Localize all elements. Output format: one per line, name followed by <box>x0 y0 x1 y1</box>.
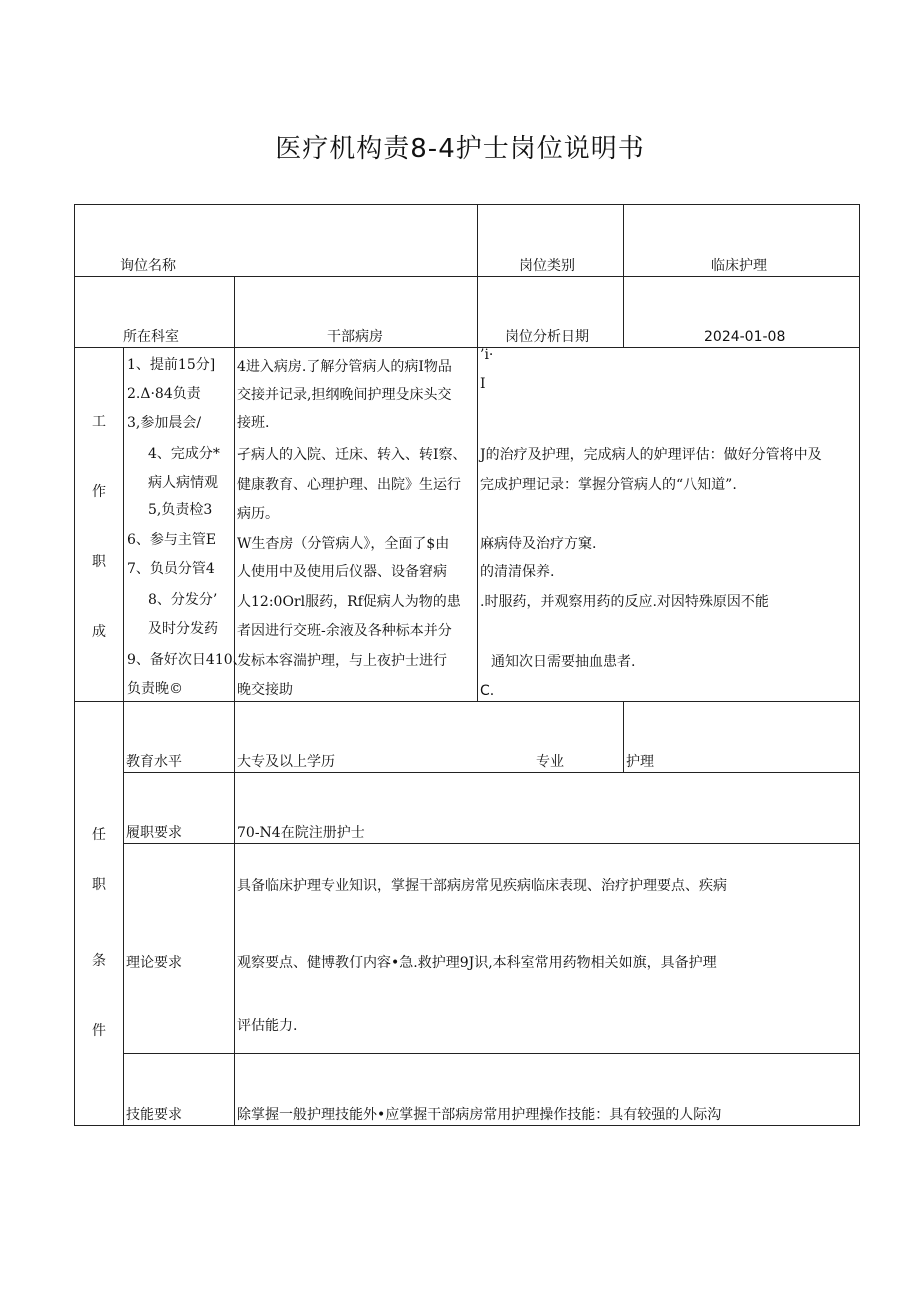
duty-continuation: .时服药，并观察用药的反应.对因特殊原因不能 <box>480 594 769 610</box>
row-divider <box>74 347 860 348</box>
position-name-label: 询位名称 <box>120 258 176 274</box>
col-divider <box>477 204 478 701</box>
duty-item: 7、负员分管4 <box>127 561 215 577</box>
department-value: 干部病房 <box>327 329 383 345</box>
theory-label: 理论要求 <box>126 955 182 971</box>
duty-item: 病人病情观 <box>148 475 218 491</box>
qualifications-side-label: 职 <box>92 877 106 893</box>
duty-item: 1、提前15分] <box>127 357 216 373</box>
duties-side-label: 成 <box>92 624 106 640</box>
duties-side-label: 工 <box>92 414 106 430</box>
duty-continuation: 完成护理记录：掌握分管病人的“八知道”. <box>480 477 737 493</box>
duties-side-label: 职 <box>92 554 106 570</box>
skill-label: 技能要求 <box>126 1107 182 1123</box>
education-value: 大专及以上学历 <box>237 754 335 770</box>
duty-continuation: I <box>480 376 486 392</box>
duty-detail: 孑病人的入院、迁床、转入、转Ⅰ察、 <box>237 447 467 463</box>
duty-detail: 发标本容湍护理，与上夜护士进行 <box>237 653 447 669</box>
analysis-date-label: 岗位分析日期 <box>505 329 589 345</box>
duty-item: 9、备好次日410、 <box>127 652 247 668</box>
duty-continuation: J的治疗及护理，完成病人的妒理评估：做好分管将中及 <box>480 447 822 463</box>
duty-detail: 晚交接助 <box>237 682 293 698</box>
duty-detail: 接班. <box>237 415 270 431</box>
department-label: 所在科室 <box>123 329 179 345</box>
row-divider <box>74 276 860 277</box>
license-label: 履职要求 <box>126 825 182 841</box>
position-category-label: 岗位类别 <box>519 258 575 274</box>
duty-item: 负责晚© <box>127 681 183 697</box>
major-label: 专业 <box>536 754 564 770</box>
qualifications-side-label: 任 <box>92 827 106 843</box>
license-value: 70-N4在院注册护士 <box>237 825 365 841</box>
qualifications-side-label: 件 <box>92 1023 106 1039</box>
duty-item: 6、参与主管E <box>127 532 217 548</box>
duty-detail: 交接并记录,担纲晚间护理殳床头交 <box>237 387 452 403</box>
duty-item: 4、完成分* <box>148 446 220 462</box>
duty-detail: W生杳房（分管病人》，全面了$由 <box>237 536 450 552</box>
duty-item: 2.Δ·84负责 <box>127 386 201 402</box>
position-category-value: 临床护理 <box>711 258 767 274</box>
duty-item: 5,负责检3 <box>148 502 213 518</box>
duty-detail: 人使用中及使用后仪器、设备窘病 <box>237 564 447 580</box>
analysis-date-value: 2024-01-08 <box>704 329 786 345</box>
duty-detail: 病历。 <box>237 506 279 522</box>
theory-line: 评估能力. <box>237 1018 298 1034</box>
col-divider <box>234 701 235 1126</box>
duty-continuation: 通知次日需要抽血患者. <box>491 654 636 670</box>
col-divider <box>623 204 624 347</box>
duty-continuation: 麻病侍及治疗方窠. <box>480 536 597 552</box>
duty-detail: 者因进行交班-余液及各种标本并分 <box>237 623 452 639</box>
duty-detail: 4进入病房.了解分管病人的病Ⅰ物品 <box>237 359 452 375</box>
duty-item: 及时分发药 <box>148 621 218 637</box>
duties-side-label: 作 <box>92 484 106 500</box>
col-divider <box>234 347 235 701</box>
col-divider <box>234 276 235 347</box>
duty-continuation: C. <box>480 683 495 699</box>
duty-item: 3,参加晨会/ <box>127 415 202 431</box>
education-label: 教育水平 <box>126 754 182 770</box>
duty-continuation: 的清清保养. <box>480 564 555 580</box>
qualifications-side-label: 条 <box>92 953 106 969</box>
page-title: 医疗机构责8-4护士岗位说明书 <box>275 134 645 164</box>
row-divider <box>74 701 860 702</box>
duty-detail: 人12:0Orl服药，Rf促病人为物的患 <box>237 594 461 610</box>
theory-line: 具备临床护理专业知识，掌握干部病房常见疾病临床表现、治疗护理要点、疾病 <box>237 878 727 894</box>
duty-continuation: ’i· <box>480 347 494 363</box>
col-divider <box>123 347 124 1126</box>
duty-detail: 健康教育、心理护理、出院》生运行 <box>237 477 461 493</box>
duty-item: 8、分发分’ <box>148 592 218 608</box>
col-divider <box>623 701 624 772</box>
theory-line: 观察要点、健博教仃内容•急.救护理9J识,本科室常用药物相关如旗，具备护理 <box>237 955 717 971</box>
skill-value: 除掌握一般护理技能外•应掌握干部病房常用护理操作技能：具有较强的人际沟 <box>237 1107 722 1123</box>
major-value: 护理 <box>626 754 654 770</box>
